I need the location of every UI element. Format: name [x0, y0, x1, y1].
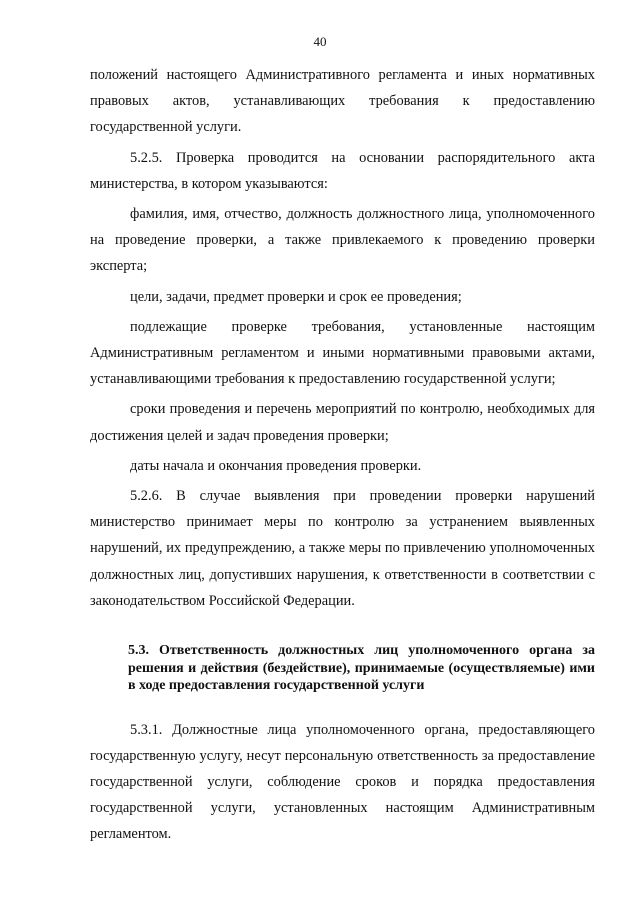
paragraph: подлежащие проверке требования, установленные настоящим Административным регламентом и иными нормативными правовыми актами, устанавливающими требования к предоставлению государственной услуги;: [90, 318, 595, 388]
paragraph: положений настоящего Административного регламента и иных нормативных правовых актов, устанавливающих требования к предоставлению государственной услуги.: [90, 67, 595, 136]
paragraph: 5.3.1. Должностные лица уполномоченного органа, предоставляющего государственную услугу, несут персональную ответственность за предоставление государственной услуги, соблюдение сроков и порядка предоставления государственной услуги, установленных настоящим Административным регламентом.: [90, 721, 595, 843]
document-body: [90, 62, 595, 848]
section-heading: 5.3. Ответственность должностных лиц уполномоченного органа за решения и действия (бездействие), принимаемые (осуществляемые) ими в ходе предоставления государственной услуги: [128, 643, 595, 694]
paragraph: фамилия, имя, отчество, должность должностного лица, уполномоченного на проведение проверки, а также привлекаемого к проведению проверки эксперта;: [90, 206, 595, 275]
page-number: 40: [313, 34, 327, 49]
paragraph: цели, задачи, предмет проверки и срок ее проведения;: [130, 288, 462, 305]
paragraph: даты начала и окончания проведения проверки.: [130, 457, 422, 474]
paragraph: 5.2.6. В случае выявления при проведении проверки нарушений министерство принимает меры по контролю за устранением выявленных нарушений, их предупреждению, а также меры по привлечению уполномоченных должностных лиц, допустивших нарушения, к ответственности в соответствии с законодательством Российской Федерации.: [90, 488, 595, 609]
paragraph: сроки проведения и перечень мероприятий по контролю, необходимых для достижения целей и задач проведения проверки;: [90, 401, 595, 444]
paragraph: 5.2.5. Проверка проводится на основании распорядительного акта министерства, в котором указываются:: [90, 149, 595, 192]
